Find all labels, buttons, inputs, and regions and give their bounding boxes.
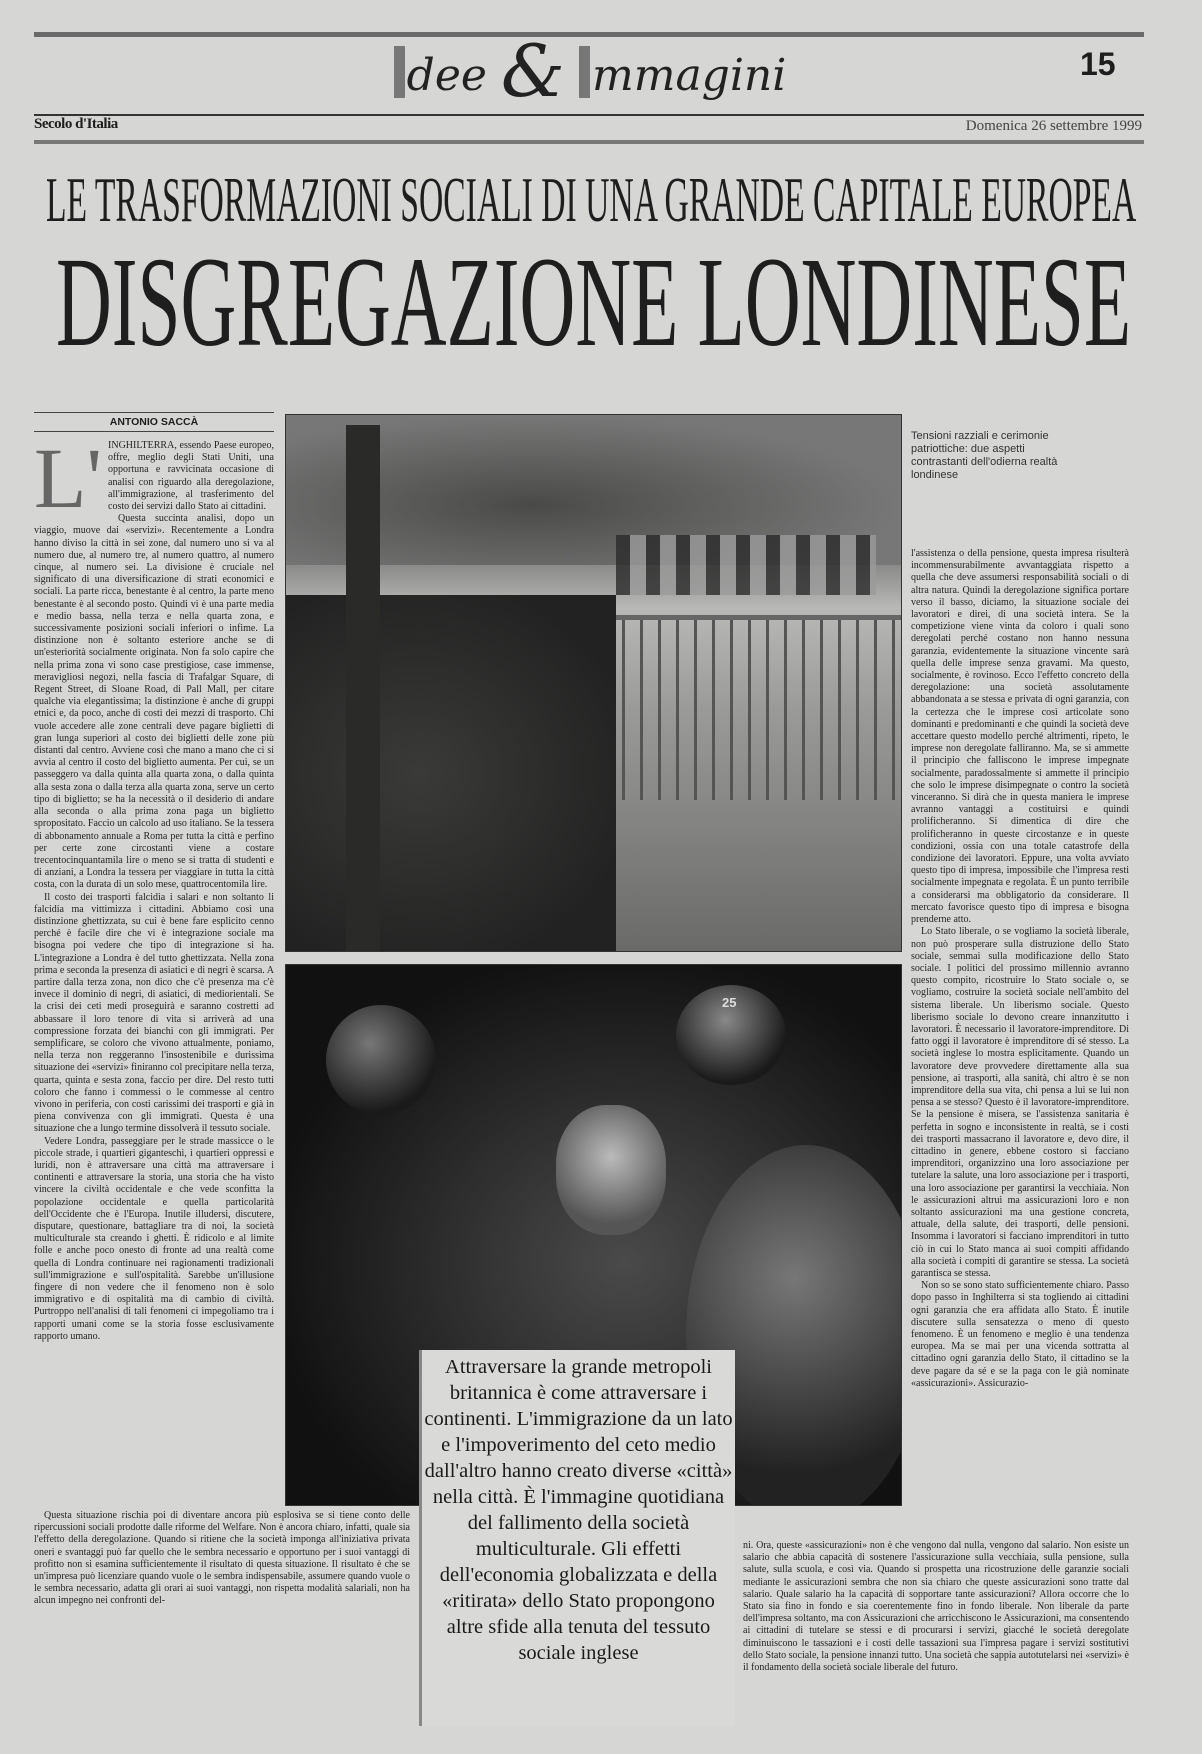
title-bar-decoration bbox=[579, 46, 590, 98]
section-title-part1: dee bbox=[406, 50, 487, 101]
photo-ceremony-crowd bbox=[285, 414, 902, 952]
paragraph: Questa succinta analisi, dopo un viaggio, muove dai «servizi». Recentemente a Londra hanno diviso la città in sei zone, dal numero uno si va al numero due, al numero tre, al numero quattro, al numero cinque, al numero sei. La divisione è cruciale nel significato di una diversificazione di strati economici e sociali. La parte ricca, benestante è al centro, la parte meno benestante è al secondo posto. Quindi vi è una parte media e medio bassa, nella terza e nella quarta zona, e successivamente posizioni sociali inferiori o infime. La distinzione non è soltanto esteriore anche se di un'esteriorità socialmente originata. Non fa solo capire che nella prima zona vi sono case prestigiose, case immense, meravigliosi negozi, nella fascia di Trafalgar Square, di Regent Street, di Sloane Road, di Pall Mall, per citare qualche via elegantissima; la distinzione è anche di gruppi etnici e, da poco, anche di costi dei mezzi di trasporto. Chi vuole accedere alle zone centrali deve pagare biglietti di gran lunga superiori al costo dei biglietti delle zone più distanti dal centro. Avviene così che mano a mano che ci si avvia al centro il costo del biglietto aumenta. Per cui, se un passeggero va dalla quinta alla quarta zona, o dalla quinta alla sesta zona o dalla terza alla quarta zona, serve un certo tipo di biglietto; se ha la necessità o il desiderio di andare alla seconda o alla prima zona paga un biglietto spropositato. Faccio un calcolo ad uso italiano. Se la tessera di abbonamento annuale a Roma per tutta la città e perfino per certe zone circostanti viene a costare trecentocinquantamila lire o meno se si tratta di studenti e di anziani, a Londra la tessera per viaggiare in tutta la città costa, con la durata di un solo mese, quattrocentomila lire. bbox=[34, 513, 274, 891]
paragraph: Non so se sono stato sufficientemente chiaro. Passo dopo passo in Inghilterra si sta togliendo ai cittadini ogni garanzia che era affidata allo Stato. È inutile discutere sulla sensatezza o meno di questo fenomeno. È un fenomeno e meglio è una tendenza europea. Ma se mai per una vicenda sottratta al cittadino ogni garanzia dello Stato, il cittadino se la deve pagare da sé e se la paga con le già nominate «assicurazioni». Assicurazio- bbox=[911, 1280, 1129, 1389]
article-kicker: LE TRASFORMAZIONI SOCIALI DI UNA GRANDE CAPITALE EUROPEA bbox=[46, 164, 1137, 235]
tree-trunk bbox=[346, 425, 380, 952]
paragraph: INGHILTERRA, essendo Paese europeo, offre, meglio degli Stati Uniti, una opportuna e ravvicinata occasione di analisi con riguardo alla deregolazione, all'immigrazione, al trasferimento del costo dei servizi dallo Stato ai cittadini. bbox=[108, 440, 274, 513]
section-title-ampersand: & bbox=[500, 29, 565, 113]
police-helmet bbox=[326, 1005, 436, 1115]
paragraph: l'assistenza o della pensione, questa impresa risulterà incommensurabilmente avvantaggiata rispetto a quella che deve assumersi responsabilità sociali o di altra natura. Quindi la deregolazione significa portare verso il basso, diciamo, la situazione sociale dei lavoratori e direi, di una società intera. Se la competizione viene vinta da coloro i quali sono deregolati perché costano non hanno nessuna garanzia, evidentemente la situazione vincente sarà quella delle imprese senza gravami. Ma questo, socialmente, è rovinoso. Ecco l'effetto concreto della deregolazione: una società assolutamente abbandonata a se stessa e privata di ogni garanzia, con la certezza che le imprese così articolate sono dominanti e predominanti e che quindi la società deve accettare questo modello perché altrimenti, ripeto, le imprese non deregolate falliranno. Ma, se si ammette il principio che falliscono le imprese impegnate socialmente, paradossalmente si ammette il principio che solo le imprese disimpegnate o contro la società vinceranno. Si dirà che in questa maniera le imprese avranno vantaggi a costituirsi e quindi prolificheranno. Si dimentica di dire che prolificheranno in queste circostanze e in queste condizioni, ossia con una totale catastrofe della condizione dei lavoratori. Eppure, una volta avviato questo tipo di impresa, impossibile che l'impresa resti socialmente impegnata e regolata. È un punto terribile a considerarsi ma obbligatorio da considerare. Il mercato favorisce questo tipo di impresa e bisogna prenderne atto. bbox=[911, 548, 1129, 926]
left-column bbox=[34, 430, 274, 1343]
helmet-number: 25 bbox=[722, 995, 737, 1010]
title-bar-decoration bbox=[394, 46, 405, 98]
pull-quote: Attraversare la grande metropoli britannica è come attraversare i continenti. L'immigrazione da un lato e l'impoverimento del ceto medio dall'altro hanno creato diverse «città» nella città. È l'immagine quotidiana del fallimento della società multiculturale. Gli effetti dell'economia globalizzata e della «ritirata» dello Stato propongono altre sfide alla tenuta del tessuto sociale inglese bbox=[419, 1350, 735, 1726]
paragraph: ni. Ora, queste «assicurazioni» non è che vengono dal nulla, vengono dal salario. Non esiste un salario che abbia capacità di sostenere l'assicurazione sulla vecchiaia, sulla pensione, sulla salute, sulla scuola, e così via. Quando si prospetta una ricostruzione delle garanzie sociali mediante le assicurazioni sembra che non sia chiaro che queste assicurazioni sono tratte dal salario. Quale salario ha la capacità di sopportare tante assicurazioni? Allora occorre che lo Stato sia fino in fondo e sia coerentemente fino in fondo liberale. Non liberale da parte dell'impresa soltanto, ma con Assicurazioni che arricchiscono le Assicurazioni, ma consentendo ai cittadini di tutelare se stessi e di procurarsi i servizi, giacché le società deregolate diminuiscono le tassazioni e i costi delle tassazioni sua l'impresa pagare i servizi sostitutivi dello Stato sociale, la pensione innanzi tutto. Una società che sappia autotutelarsi nei «servizi» è il fondamento della società sociale liberale del futuro. bbox=[743, 1540, 1129, 1674]
masthead-bottom-rule bbox=[34, 140, 1144, 144]
woman-face bbox=[556, 1105, 666, 1235]
paragraph: Vedere Londra, passeggiare per le strade massicce o le piccole strade, i quartieri giganteschi, i quartieri oppressi e luridi, non è attraversare una città ma attraversare i continenti e attraversare la storia, una storia che ha visto vincere la civiltà occidentale e che vede sconfitta la popolazione occidentale e quella particolarità dell'Occidente che è l'Europa. Inutile illudersi, discutere, disputare, questionare, battagliare tra di noi, la società multiculturale sta creando i ghetti. È ridicolo e al limite folle e anche poco onesto di fronte ad una realtà come quella di Londra continuare nei ragionamenti tradizionali sull'immigrazione e sull'ospitalità. Sarebbe un'illusione fingere di non vedere che il fenomeno non è solo immigrativo e di ospitalità ma di cambio di civiltà. Purtroppo nell'analisi di tali fenomeni ci impegoliamo tra i rapporti umani come se la storia fosse esclusivamente rapporto umano. bbox=[34, 1135, 274, 1342]
paragraph: Lo Stato liberale, o se vogliamo la società liberale, non può prosperare sulla distruzione dello Stato sociale, semmai sulla modificazione dello Stato sociale. I politici del prossimo millennio avranno questo compito, ricostruire lo Stato sociale o, se vogliamo, costruire la società sociale nell'ambito del sistema liberale. Un liberismo sociale. Questo liberismo sociale lo devono creare innanzitutto i lavoratori. È necessario il lavoratore-imprenditore. Di fatto oggi il lavoratore è imprenditore di sé stesso. La società inglese lo mostra esplicitamente. Quando un lavoratore deve provvedere direttamente alla sua pensione, ai trasporti, alla sanità, chi altro è se non imprenditore della sua vita, chi pensa a lui se lui non pensa a se stesso? Questo è il lavoratore-imprenditore. Se la pensione è misera, se l'assistenza sanitaria è perfetta in sogno e inconsistente in realtà, se i costi dei trasporti massacrano il lavoratore e, devo dire, il cittadino in genere, ebbene costoro si facciano imprenditori, organizzino una loro associazione per tutelare la salute, una loro associazione per i trasporti, una loro associazione per garantirsi la vecchiaia. Non le assicurazioni altrui ma assicurazioni loro e non soltanto assicurazioni ma una gestione concreta, attuale, della salute, dei trasporti, delle pensioni. Insomma i lavoratori si facciano imprenditori in tutto ciò in cui lo Stato manca ai suoi compiti affidando alla società i compiti di garantire se stessa. La società garantisca se stessa. bbox=[911, 926, 1129, 1279]
bottom-right-column bbox=[743, 1540, 1129, 1674]
paragraph: Questa situazione rischia poi di diventare ancora più esplosiva se si tiene conto delle ripercussioni sociali prodotte dalle riforme del Welfare. Non è ancora chiaro, infatti, quale sia l'effetto della deregolazione. Quando si ritiene che la società imponga all'iniziativa privata oneri e svantaggi può far quello che le sembra necessario e opportuno per i suoi vantaggi di profitto non si esamina sufficientemente il risultato di questa situazione. Il risultato è che se un'impresa può licenziare quando vuole o le sembra indispensabile, assumere quando vuole o le sembra necessario, adatta gli orari ai suoi vantaggi, non rispetta modalità salariali, non ha alcun impegno nei confronti del- bbox=[34, 1510, 410, 1607]
paragraph: Il costo dei trasporti falcidia i salari e non soltanto li falcidia ma vittimizza i cittadini. Abbiamo così una distinzione ghettizzata, su cui è bene fare esplicito cenno perché è facile dire che vi è integrazione sociale ma bisogna poi vedere che tipo di integrazione si ha. L'integrazione a Londra è del tutto ghettizzata. Nella zona prima e seconda la presenza di asiatici e di negri è scarsa. A partire dalla terza zona, non dico che c'è presenza ma c'è invece il dominio di negri, di asiatici, di mediorientali. Se la crisi dei ceti medi proseguirà e saranno costretti ad abbassare il loro tenore di vita si arriverà ad una compressione forzata dei bianchi con gli immigrati. Per semplificare, se coloro che vivono attualmente, poniamo, nella terza non reggeranno l'insostenibile e durissima situazione dei «servizi» finiranno col precipitare nella terza, quarta, quinta e sesta zona, faccio per dire. Del resto tutti coloro che fanno i commessi o le commesse al centro vivono in periferia, con costi carissimi dei trasporti e già in piena convivenza con gli immigrati. Questa è una situazione che a lungo termine dissolverà il tessuto sociale. bbox=[34, 891, 274, 1135]
bottom-left-column bbox=[34, 1510, 410, 1608]
newspaper-name: Secolo d'Italia bbox=[34, 116, 118, 132]
horse-guards bbox=[616, 535, 876, 595]
section-title bbox=[380, 26, 800, 116]
drop-cap: L' bbox=[34, 430, 103, 526]
right-column bbox=[911, 548, 1129, 1390]
section-title-part2: mmagini bbox=[592, 50, 787, 101]
byline: ANTONIO SACCÀ bbox=[34, 412, 274, 432]
issue-date: Domenica 26 settembre 1999 bbox=[965, 118, 1142, 134]
masthead-rule bbox=[34, 114, 1144, 116]
spectators bbox=[286, 595, 616, 951]
page-number: 15 bbox=[1080, 46, 1116, 82]
article-headline: DISGREGAZIONE LONDINESE bbox=[56, 231, 1132, 373]
barrier-fence bbox=[586, 615, 901, 800]
photo-caption: Tensioni razziali e cerimonie patriottiche: due aspetti contrastanti dell'odierna realtà londinese bbox=[911, 430, 1058, 481]
